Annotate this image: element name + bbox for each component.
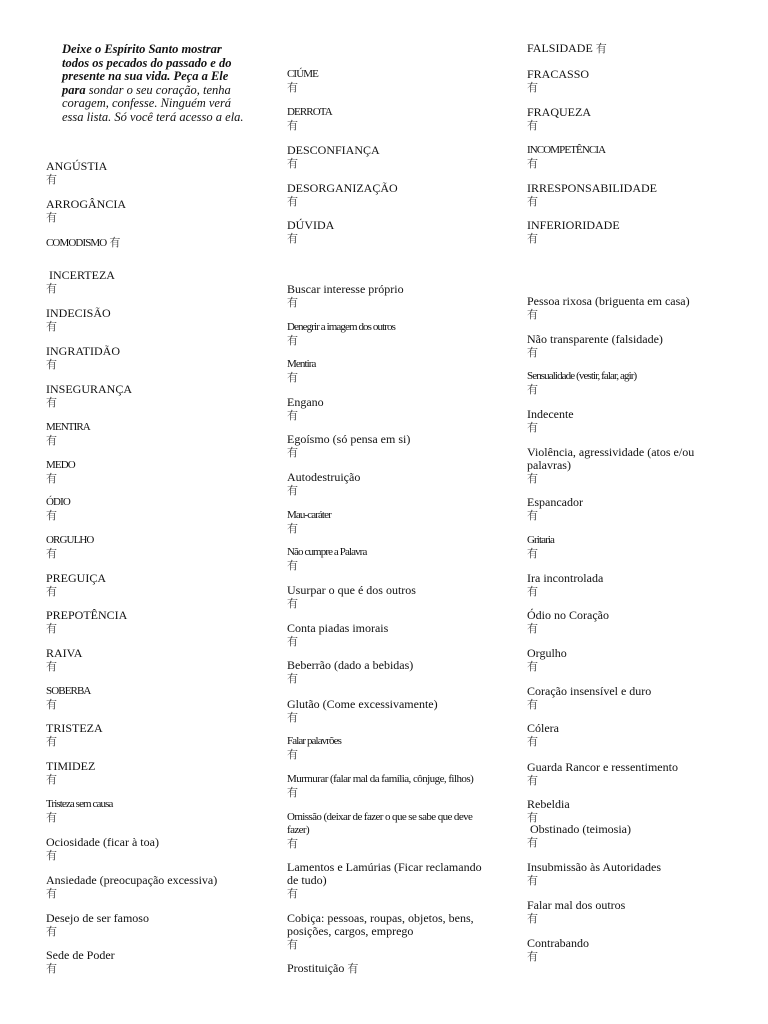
list-item: Guarda Rancor e ressentimento 有 xyxy=(527,760,678,787)
list-item: RAIVA 有 xyxy=(46,646,83,673)
list-item: Orgulho 有 xyxy=(527,646,567,673)
checkbox-glyph: 有 xyxy=(46,321,57,333)
checkbox-glyph: 有 xyxy=(46,812,57,824)
checkbox-glyph: 有 xyxy=(287,120,298,132)
checkbox-glyph: 有 xyxy=(46,963,57,975)
list-item: Omissão (deixar de fazer o que se sabe que deve fazer) 有 xyxy=(287,811,473,850)
list-item: INCERTEZA 有 xyxy=(46,268,115,295)
list-item: Ira incontrolada 有 xyxy=(527,571,604,598)
list-item: DÚVIDA 有 xyxy=(287,218,335,245)
checkbox-glyph: 有 xyxy=(527,510,538,522)
checkbox-glyph: 有 xyxy=(287,158,298,170)
checkbox-glyph: 有 xyxy=(595,43,607,55)
checkbox-glyph: 有 xyxy=(527,473,538,485)
list-item: INGRATIDÃO 有 xyxy=(46,344,120,371)
checkbox-glyph: 有 xyxy=(287,372,298,384)
checkbox-glyph: 有 xyxy=(527,951,538,963)
list-item: Mentira 有 xyxy=(287,358,316,384)
list-item: IRRESPONSABILIDADE 有 xyxy=(527,181,658,208)
checkbox-glyph: 有 xyxy=(347,963,359,975)
list-item: PREPOTÊNCIA 有 xyxy=(46,608,128,635)
checkbox-glyph: 有 xyxy=(527,309,538,321)
checkbox-glyph: 有 xyxy=(46,926,57,938)
checkbox-glyph: 有 xyxy=(287,196,298,208)
list-item: Buscar interesse próprio 有 xyxy=(287,282,404,309)
checkbox-glyph: 有 xyxy=(46,435,57,447)
list-item: ORGULHO 有 xyxy=(46,534,94,560)
list-item: Insubmissão às Autoridades 有 xyxy=(527,860,661,887)
list-item: FRACASSO 有 xyxy=(527,67,590,94)
list-item: DERROTA 有 xyxy=(287,106,332,132)
checkbox-glyph: 有 xyxy=(527,347,538,359)
checkbox-glyph: 有 xyxy=(527,384,538,396)
checkbox-glyph: 有 xyxy=(527,699,538,711)
checkbox-glyph: 有 xyxy=(527,196,538,208)
list-item: Falar palavrões 有 xyxy=(287,735,341,761)
list-item: DESORGANIZAÇÃO 有 xyxy=(287,181,398,208)
checkbox-glyph: 有 xyxy=(287,636,298,648)
checkbox-glyph: 有 xyxy=(46,510,57,522)
checkbox-glyph: 有 xyxy=(287,485,298,497)
list-item: Não cumpre a Palavra 有 xyxy=(287,546,367,572)
list-item: Espancador 有 xyxy=(527,495,583,522)
list-item: Beberrão (dado a bebidas) 有 xyxy=(287,658,414,685)
list-item: Usurpar o que é dos outros 有 xyxy=(287,583,416,610)
checkbox-glyph: 有 xyxy=(527,158,538,170)
list-item: Cólera 有 xyxy=(527,721,559,748)
checkbox-glyph: 有 xyxy=(527,661,538,673)
checkbox-glyph: 有 xyxy=(287,447,298,459)
list-item: FRAQUEZA 有 xyxy=(527,105,592,132)
checkbox-glyph: 有 xyxy=(287,749,298,761)
checkbox-glyph: 有 xyxy=(46,774,57,786)
list-item: Violência, agressividade (atos e/ou palavras) 有 xyxy=(527,445,695,485)
list-item: ÓDIO 有 xyxy=(46,496,70,522)
list-item: Ociosidade (ficar à toa) 有 xyxy=(46,835,159,862)
list-item: Gritaria 有 xyxy=(527,534,555,560)
checkbox-glyph: 有 xyxy=(46,283,57,295)
list-item: Rebeldia 有 xyxy=(527,797,570,824)
checkbox-glyph: 有 xyxy=(287,523,298,535)
checkbox-glyph: 有 xyxy=(527,586,538,598)
checkbox-glyph: 有 xyxy=(527,875,538,887)
list-item: Obstinado (teimosia) 有 xyxy=(527,822,631,849)
checkbox-glyph: 有 xyxy=(527,913,538,925)
list-item: Conta piadas imorais 有 xyxy=(287,621,389,648)
checkbox-glyph: 有 xyxy=(287,939,298,951)
checkbox-glyph: 有 xyxy=(527,82,538,94)
checkbox-glyph: 有 xyxy=(527,775,538,787)
list-item: ANGÚSTIA 有 xyxy=(46,159,108,186)
list-item: Murmurar (falar mal da família, cônjuge, filhos) 有 xyxy=(287,773,474,799)
list-item: INFERIORIDADE 有 xyxy=(527,218,620,245)
checkbox-glyph: 有 xyxy=(527,120,538,132)
list-item: Não transparente (falsidade) 有 xyxy=(527,332,663,359)
list-item: Denegrir a imagem dos outros 有 xyxy=(287,321,395,347)
checkbox-glyph: 有 xyxy=(46,548,57,560)
checkbox-glyph: 有 xyxy=(46,397,57,409)
checkbox-glyph: 有 xyxy=(46,174,57,186)
list-item: Pessoa rixosa (briguenta em casa) 有 xyxy=(527,294,690,321)
list-item: Indecente 有 xyxy=(527,407,574,434)
checkbox-glyph: 有 xyxy=(46,736,57,748)
list-item: FALSIDADE 有 xyxy=(527,41,607,55)
checkbox-glyph: 有 xyxy=(46,623,57,635)
list-item: Ódio no Coração 有 xyxy=(527,608,609,635)
list-item: Mau-caráter 有 xyxy=(287,509,331,535)
checkbox-glyph: 有 xyxy=(46,586,57,598)
checkbox-glyph: 有 xyxy=(46,473,57,485)
list-item: MENTIRA 有 xyxy=(46,421,90,447)
checkbox-glyph: 有 xyxy=(287,560,298,572)
list-item: Desejo de ser famoso 有 xyxy=(46,911,149,938)
checkbox-glyph: 有 xyxy=(527,548,538,560)
intro-paragraph xyxy=(62,43,244,124)
checkbox-glyph: 有 xyxy=(287,787,298,799)
checkbox-glyph: 有 xyxy=(46,359,57,371)
checkbox-glyph: 有 xyxy=(46,661,57,673)
list-item: Contrabando 有 xyxy=(527,936,589,963)
intro-plain-text: sondar o seu coração, tenha coragem, confesse. Ninguém verá essa lista. Só você terá acesso a ela. xyxy=(62,82,244,124)
intro-bold-text: Deixe o Espírito Santo mostrar todos os pecados do passado e do presente na sua vida. Peça a Ele para xyxy=(62,42,232,97)
checkbox-glyph: 有 xyxy=(46,699,57,711)
checkbox-glyph: 有 xyxy=(527,233,538,245)
list-item: Lamentos e Lamúrias (Ficar reclamando de tudo) 有 xyxy=(287,860,482,900)
list-item: INDECISÃO 有 xyxy=(46,306,111,333)
checkbox-glyph: 有 xyxy=(46,212,57,224)
list-item: Autodestruição 有 xyxy=(287,470,361,497)
checkbox-glyph: 有 xyxy=(527,422,538,434)
list-item: Tristeza sem causa 有 xyxy=(46,798,113,824)
checkbox-glyph: 有 xyxy=(527,812,538,824)
list-item: TIMIDEZ 有 xyxy=(46,759,96,786)
list-item: INSEGURANÇA 有 xyxy=(46,382,133,409)
list-item: Sensualidade (vestir, falar, agir) 有 xyxy=(527,370,637,396)
list-item: DESCONFIANÇA 有 xyxy=(287,143,380,170)
list-item: MEDO 有 xyxy=(46,459,75,485)
list-item: Sede de Poder 有 xyxy=(46,948,115,975)
checkbox-glyph: 有 xyxy=(287,838,298,850)
list-item: Cobiça: pessoas, roupas, objetos, bens, posições, cargos, emprego 有 xyxy=(287,911,474,951)
list-item: INCOMPETÊNCIA 有 xyxy=(527,144,606,170)
list-item: SOBERBA 有 xyxy=(46,685,91,711)
list-item: Coração insensível e duro 有 xyxy=(527,684,652,711)
list-item: Ansiedade (preocupação excessiva) 有 xyxy=(46,873,218,900)
list-item: CIÚME 有 xyxy=(287,68,318,94)
checkbox-glyph: 有 xyxy=(287,598,298,610)
checkbox-glyph: 有 xyxy=(287,335,298,347)
list-item: Egoísmo (só pensa em si) 有 xyxy=(287,432,411,459)
checkbox-glyph: 有 xyxy=(46,850,57,862)
list-item: Falar mal dos outros 有 xyxy=(527,898,626,925)
checkbox-glyph: 有 xyxy=(287,410,298,422)
list-item: PREGUIÇA 有 xyxy=(46,571,107,598)
checkbox-glyph: 有 xyxy=(287,673,298,685)
checkbox-glyph: 有 xyxy=(527,837,538,849)
list-item: TRISTEZA 有 xyxy=(46,721,103,748)
checkbox-glyph: 有 xyxy=(287,888,298,900)
checkbox-glyph: 有 xyxy=(527,623,538,635)
checkbox-glyph: 有 xyxy=(287,82,298,94)
list-item: Prostituição 有 xyxy=(287,961,359,975)
checkbox-glyph: 有 xyxy=(109,237,121,249)
checkbox-glyph: 有 xyxy=(287,233,298,245)
list-item: COMODISMO 有 xyxy=(46,237,121,249)
checkbox-glyph: 有 xyxy=(527,736,538,748)
checkbox-glyph: 有 xyxy=(287,712,298,724)
list-item: ARROGÂNCIA 有 xyxy=(46,197,127,224)
checkbox-glyph: 有 xyxy=(287,297,298,309)
list-item: Glutão (Come excessivamente) 有 xyxy=(287,697,438,724)
list-item: Engano 有 xyxy=(287,395,324,422)
checkbox-glyph: 有 xyxy=(46,888,57,900)
